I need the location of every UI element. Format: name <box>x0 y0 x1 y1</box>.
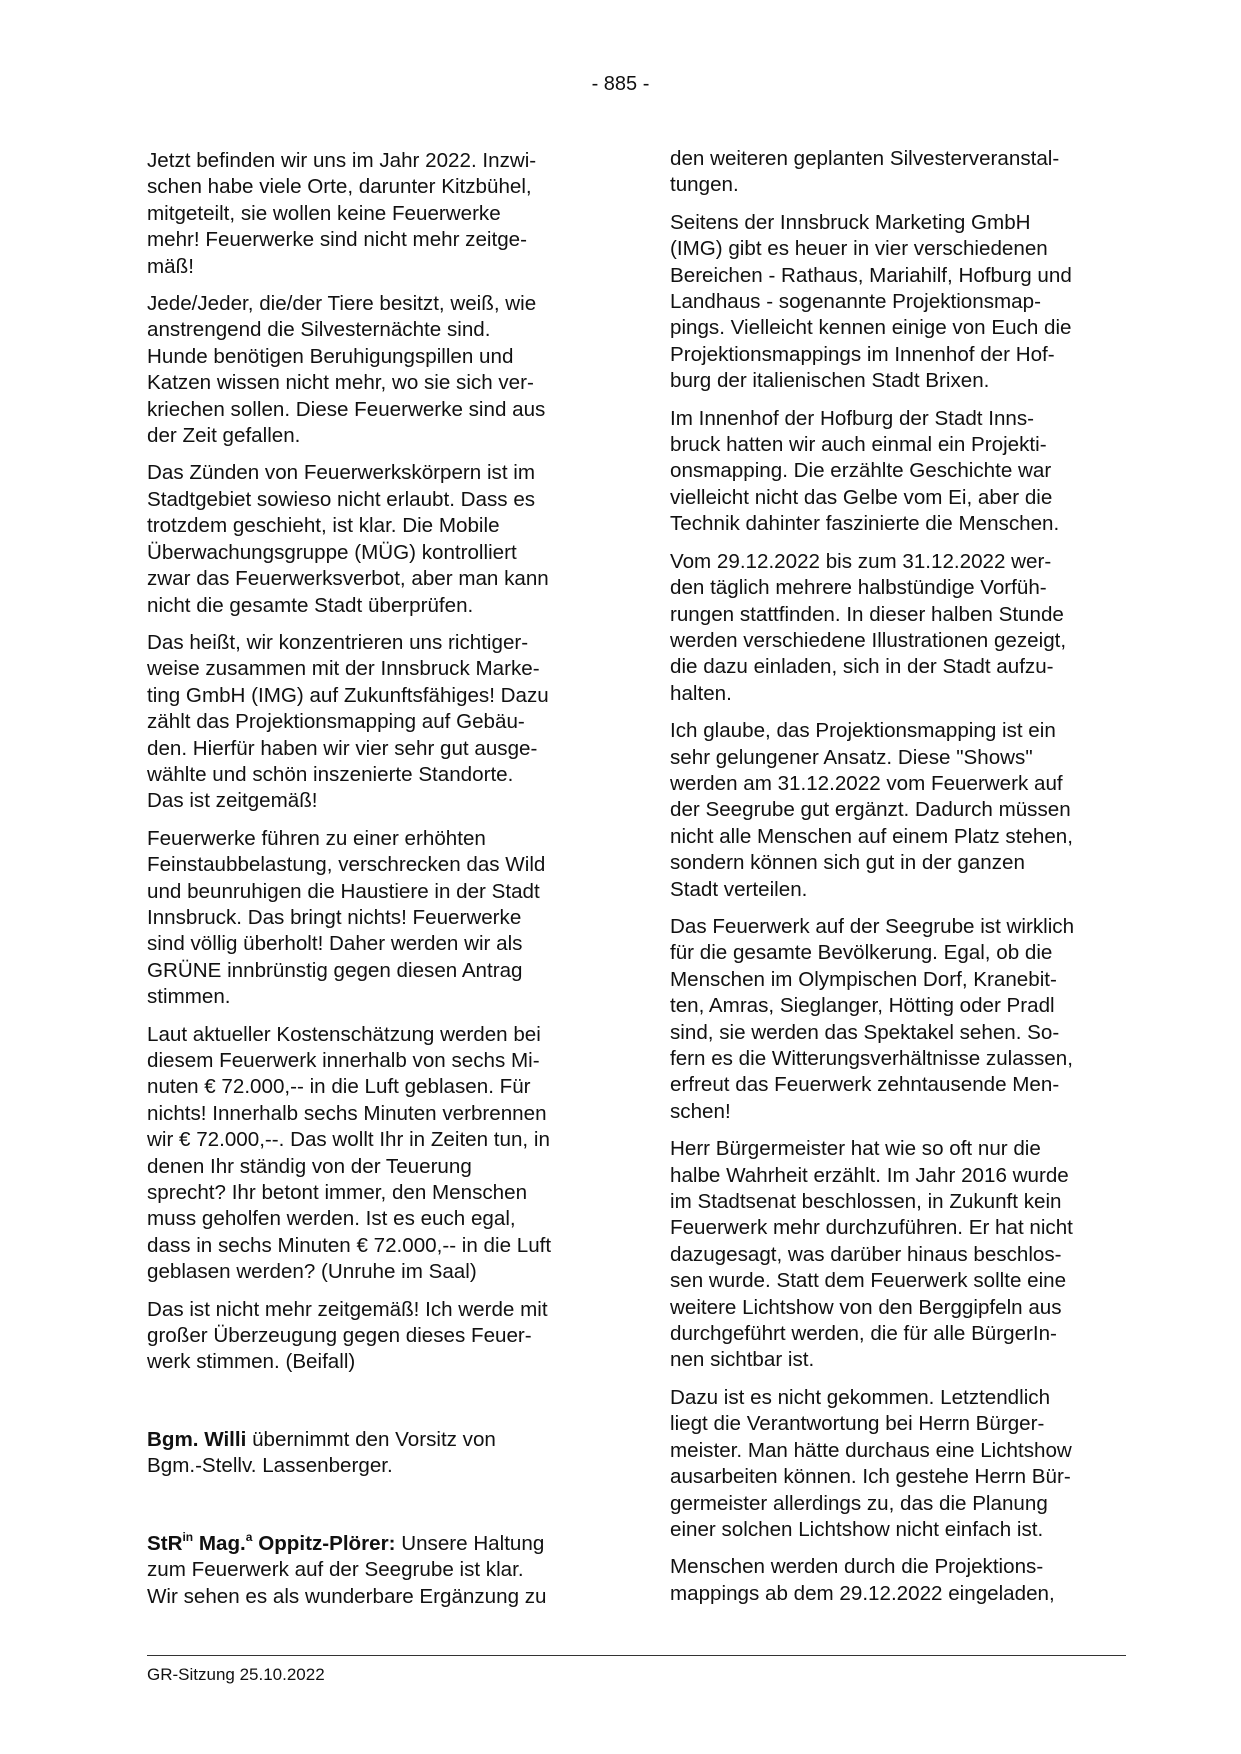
paragraph: Herr Bürgermeister hat wie so oft nur die halbe Wahrheit erzählt. Im Jahr 2016 wurde im Stadtsenat beschlossen, in Zukunft kein Feuerwerk mehr durchzuführen. Er hat nicht dazugesagt, was darüber hinaus beschlos- sen wurde. Statt dem Feuerwerk sollte eine weitere Lichtshow von den Berggipfeln aus durchgeführt werden, die für alle BürgerIn- nen sichtbar ist. <box>670 1137 1073 1372</box>
page-number: - 885 - <box>591 73 650 95</box>
paragraph: Vom 29.12.2022 bis zum 31.12.2022 wer- den täglich mehrere halbstündige Vorfüh- rungen stattfinden. In dieser halben Stunde werden verschiedene Illustrationen gezeigt, die dazu einladen, sich in der Stadt aufzu- halten. <box>670 549 1067 705</box>
paragraph: Jetzt befinden wir uns im Jahr 2022. Inzwi- schen habe viele Orte, darunter Kitzbühel, mitgeteilt, sie wollen keine Feuerwerke mehr! Feuerwerke sind nicht mehr zeitge- mäß! <box>147 149 537 278</box>
paragraph: Im Innenhof der Hofburg der Stadt Inns- bruck hatten wir auch einmal ein Projekti- onsmapping. Die erzählte Geschichte war vielleicht nicht das Gelbe vom Ei, aber die Technik dahinter faszinierte die Menschen. <box>670 406 1060 536</box>
chair-change-note <box>147 1427 597 1480</box>
paragraph: den weiteren geplanten Silvesterveranstal- tungen. <box>670 147 1060 197</box>
paragraph: Menschen werden durch die Projektions- mappings ab dem 29.12.2022 eingeladen, <box>670 1555 1055 1605</box>
paragraph: Ich glaube, das Projektionsmapping ist ein sehr gelungener Ansatz. Diese "Shows" werden am 31.12.2022 vom Feuerwerk auf der Seegrube gut ergänzt. Dadurch müssen nicht alle Menschen auf einem Platz stehen, sondern können sich gut in der ganzen Stadt verteilen. <box>670 719 1073 901</box>
speaker-statement <box>147 1531 597 1610</box>
footer-session-date: GR-Sitzung 25.10.2022 <box>147 1665 325 1684</box>
chair-name: Bgm. Willi <box>147 1427 247 1451</box>
footer-divider <box>147 1655 1126 1656</box>
paragraph: Das heißt, wir konzentrieren uns richtiger- weise zusammen mit der Innsbruck Marke- ting GmbH (IMG) auf Zukunftsfähiges! Dazu zählt das Projektionsmapping auf Gebäu- den. Hierfür haben wir vier sehr gut ausge- wählte und schön inszenierte Standorte. Das ist zeitgemäß! <box>147 630 549 813</box>
paragraph: Dazu ist es nicht gekommen. Letztendlich liegt die Verantwortung bei Herrn Bürger- meister. Man hätte durchaus eine Lichtshow ausarbeiten können. Ich gestehe Herrn Bür- germeister allerdings zu, das die Planung einer solchen Lichtshow nicht einfach ist. <box>670 1385 1072 1541</box>
right-column <box>670 146 1125 1618</box>
chair-change-text: übernimmt den Vorsitz von Bgm.-Stellv. Lassenberger. <box>147 1427 496 1478</box>
spacer <box>147 1491 597 1531</box>
paragraph: Das Zünden von Feuerwerkskörpern ist im Stadtgebiet sowieso nicht erlaubt. Dass es trotzdem geschieht, ist klar. Die Mobile Überwachungsgruppe (MÜG) kontrolliert zwar das Feuerwerksverbot, aber man kann nicht die gesamte Stadt überprüfen. <box>147 461 549 617</box>
speaker-name <box>147 1529 396 1555</box>
speaker-surname: Oppitz-Plörer: <box>252 1531 396 1555</box>
speaker-degree: Mag. <box>193 1531 246 1555</box>
paragraph: Feuerwerke führen zu einer erhöhten Feinstaubbelastung, verschrecken das Wild und beunruhigen die Haustiere in der Stadt Innsbruck. Das bringt nichts! Feuerwerke sind völlig überholt! Daher werden wir als GRÜNE innbrünstig gegen diesen Antrag stimmen. <box>147 826 546 1009</box>
speaker-title-sup: in <box>182 1529 194 1544</box>
speaker-text: Unsere Haltung zum Feuerwerk auf der Seegrube ist klar. Wir sehen es als wunderbare Ergänzung zu <box>147 1531 547 1608</box>
paragraph: Das ist nicht mehr zeitgemäß! Ich werde mit großer Überzeugung gegen dieses Feuer- werk stimmen. (Beifall) <box>147 1297 548 1374</box>
left-column <box>147 148 597 1621</box>
paragraph: Laut aktueller Kostenschätzung werden bei diesem Feuerwerk innerhalb von sechs Mi- nuten € 72.000,-- in die Luft geblasen. Für nichts! Innerhalb sechs Minuten verbrennen wir € 72.000,--. Das wollt Ihr in Zeiten tun, in denen Ihr ständig von der Teuerung sprecht? Ihr betont immer, den Menschen muss geholfen werden. Ist es euch egal, dass in sechs Minuten € 72.000,-- in die Luft geblasen werden? (Unruhe im Saal) <box>147 1022 552 1284</box>
paragraph: Seitens der Innsbruck Marketing GmbH (IMG) gibt es heuer in vier verschiedenen Bereichen - Rathaus, Mariahilf, Hofburg und Landhaus - sogenannte Projektionsmap- pings. Vielleicht kennen einige von Euch die Projektionsmappings im Innenhof der Hof- burg der italienischen Stadt Brixen. <box>670 210 1072 393</box>
spacer <box>147 1387 597 1427</box>
speaker-title: StR <box>147 1531 183 1555</box>
paragraph: Das Feuerwerk auf der Seegrube ist wirklich für die gesamte Bevölkerung. Egal, ob die Menschen im Olympischen Dorf, Kranebit- ten, Amras, Sieglanger, Hötting oder Pradl sind, sie werden das Spektakel sehen. So- fern es die Witterungsverhältnisse zulassen, erfreut das Feuerwerk zehntausende Men- schen! <box>670 914 1075 1123</box>
speaker-degree-sup: a <box>245 1529 253 1544</box>
paragraph: Jede/Jeder, die/der Tiere besitzt, weiß, wie anstrengend die Silvesternächte sind. Hunde benötigen Beruhigungspillen und Katzen wissen nicht mehr, wo sie sich ver- kriechen sollen. Diese Feuerwerke sind aus der Zeit gefallen. <box>147 292 546 448</box>
